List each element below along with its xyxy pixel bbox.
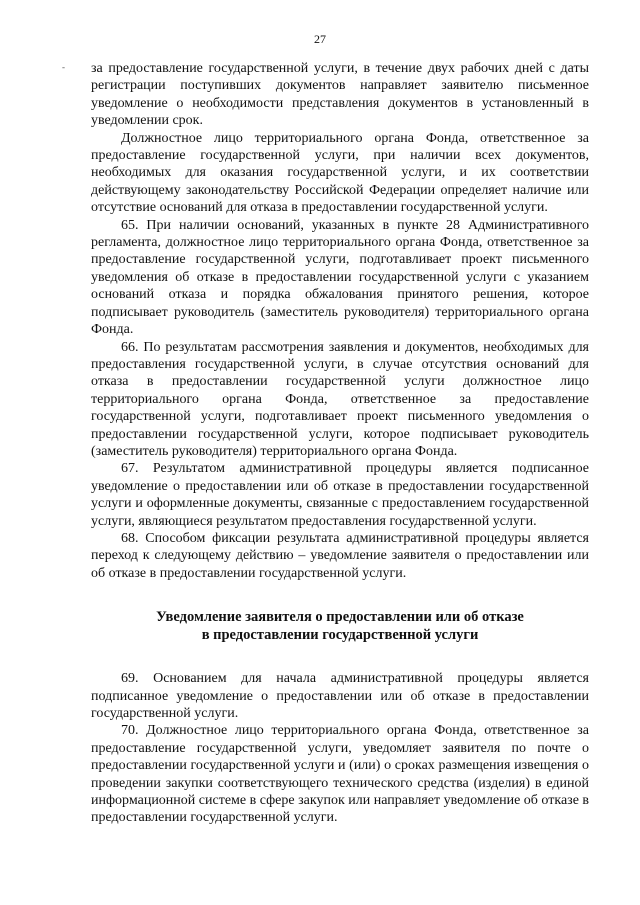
- section-heading: [91, 608, 589, 644]
- paragraph: 65. При наличии оснований, указанных в пункте 28 Административного регламента, должностное лицо территориального органа Фонда, ответственное за предоставление государственной услуги, подготавливает проект письменного уведомления об отказе в предоставлении государственной услуги с указанием оснований отказа и порядка обжалования принятого решения, которое подписывает руководитель (заместитель руководителя) территориального органа Фонда.: [91, 217, 589, 338]
- document-body: [91, 60, 589, 827]
- section-heading-line-2: в предоставлении государственной услуги: [201, 627, 479, 644]
- page-number: 27: [314, 32, 326, 46]
- margin-mark: -: [62, 62, 65, 72]
- paragraph: 66. По результатам рассмотрения заявления и документов, необходимых для предоставления государственной услуги, в случае отсутствия оснований для отказа в предоставлении государственной услуги должностное лицо территориального органа Фонда, ответственное за предоставление государственной услуги, подготавливает проект письменного уведомления о предоставлении государственной услуги, которое подписывает руководитель (заместитель руководителя) территориального органа Фонда.: [91, 339, 589, 459]
- paragraph: 68. Способом фиксации результата административной процедуры является переход к следующему действию – уведомление заявителя о предоставлении или об отказе в предоставлении государственной услуги.: [91, 530, 589, 581]
- paragraph: 67. Результатом административной процедуры является подписанное уведомление о предоставлении или об отказе в предоставлении государственной услуги и оформленные документы, связанные с предоставлением государственной услуги, являющиеся результатом предоставления государственной услуги.: [91, 461, 589, 529]
- section-heading-line-1: Уведомление заявителя о предоставлении или об отказе: [156, 609, 524, 626]
- paragraphs-after-heading: [91, 670, 589, 827]
- paragraph: 70. Должностное лицо территориального органа Фонда, ответственное за предоставление государственной услуги, уведомляет заявителя по почте о предоставлении государственной услуги и (или) о сроках размещения извещения о проведении закупки соответствующего технического средства (изделия) в единой информационной системе в сфере закупок или направляет уведомление об отказе в предоставлении государственной услуги.: [91, 723, 590, 826]
- paragraph: 69. Основанием для начала административной процедуры является подписанное уведомление о предоставлении или об отказе в предоставлении государственной услуги.: [91, 671, 589, 721]
- paragraph: Должностное лицо территориального органа Фонда, ответственное за предоставление государственной услуги, при наличии всех документов, необходимых для оказания государственной услуги, и их соответствии действующему законодательству Российской Федерации определяет наличие или отсутствие оснований для отказа в предоставлении государственной услуги.: [91, 130, 589, 216]
- paragraph: за предоставление государственной услуги, в течение двух рабочих дней с даты регистрации поступивших документов направляет заявителю письменное уведомление о необходимости представления документов в установленный в уведомлении срок.: [91, 61, 589, 129]
- paragraphs-before-heading: [91, 60, 589, 582]
